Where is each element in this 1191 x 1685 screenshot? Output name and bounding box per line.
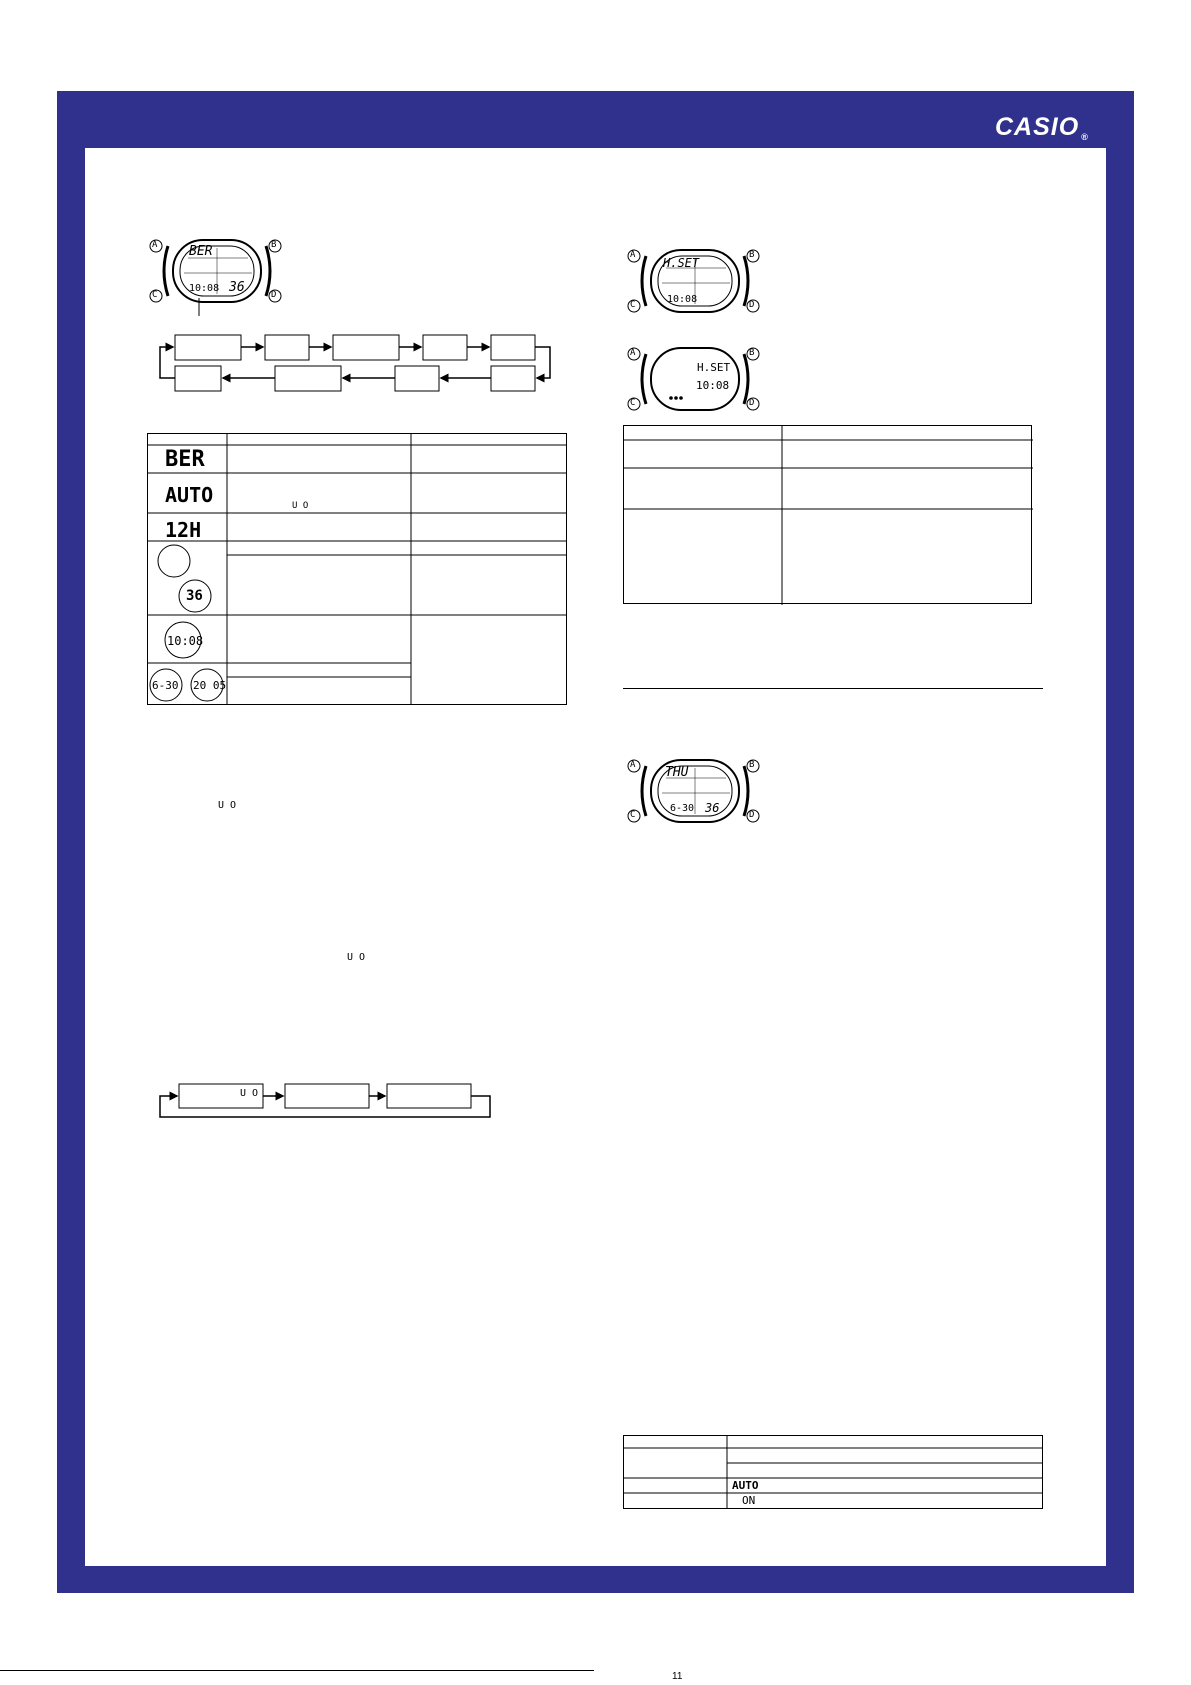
watch2-button-c: C [630,300,636,310]
button-b-label: B [271,240,277,250]
table1-auto: AUTO [165,483,214,507]
watch4-day: THU [665,765,689,780]
watch4-seconds: 36 [705,801,720,815]
table1-date: 6-30 [152,679,179,692]
flow-diagram-2 [155,1082,495,1122]
footer-line [0,1670,594,1671]
watch2-mode: H.SET [663,256,700,270]
watch3-time: 10:08 [696,379,730,392]
right-table [623,425,1033,605]
watch4-button-a: A [630,760,636,770]
button-d-label: D [271,290,277,300]
watch1-seconds: 36 [229,280,245,295]
table3-on: ON [742,1494,756,1507]
table3-auto: AUTO [732,1479,759,1492]
default-settings-table [623,1435,1043,1510]
button-a-label: A [152,240,158,250]
section-divider [623,688,1043,689]
watch1-time: 10:08 [189,283,220,294]
watch2-button-b: B [749,250,755,260]
watch2-button-a: A [630,250,636,260]
table1-seconds: 36 [186,588,203,604]
table1-ber: BER [165,447,205,472]
watch3-button-a: A [630,348,636,358]
body-symbol-2: U O [347,952,366,963]
watch2-time: 10:08 [667,294,698,305]
table1-time: 10:08 [167,634,204,648]
watch4-button-c: C [630,810,636,820]
table1-auto-symbol: U O [292,501,309,511]
watch4-date: 6-30 [670,803,695,814]
table1-12h: 12H [165,518,202,542]
watch3-mode: H.SET [697,361,731,374]
watch-illustration-1 [148,238,283,308]
mode-flow-diagram [155,333,560,393]
body-symbol-1: U O [218,800,237,811]
watch3-button-c: C [630,398,636,408]
button-c-label: C [152,290,158,300]
casio-logo: CASIO ® [995,113,1089,142]
watch4-button-d: D [749,810,755,820]
watch-illustration-3 [626,346,761,416]
footer-mark: 11 [672,1671,683,1682]
watch1-city: BER [189,244,213,259]
watch-illustration-4 [626,758,761,828]
watch3-button-d: D [749,398,755,408]
watch2-button-d: D [749,300,755,310]
table1-year: 20 05 [193,679,227,692]
watch3-button-b: B [749,348,755,358]
flow2-box1-symbol: U O [240,1088,259,1099]
watch4-button-b: B [749,760,755,770]
settings-table [147,433,567,705]
